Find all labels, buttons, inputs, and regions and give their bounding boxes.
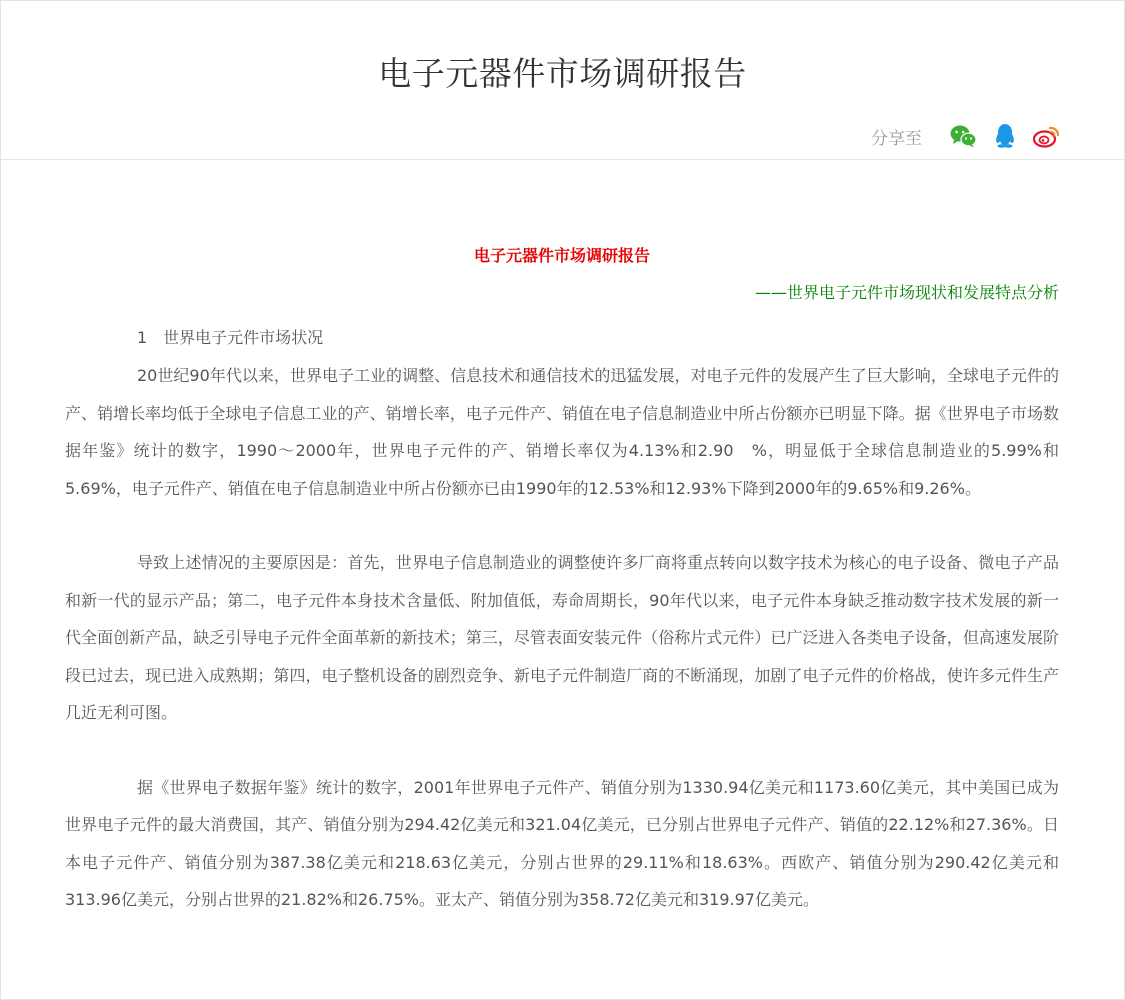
paragraph: 据《世界电子数据年鉴》统计的数字，2001年世界电子元件产、销值分别为1330.94亿美元和1173.60亿美元，其中美国已成为世界电子元件的最大消费国，其产、销值分别为294.42亿美元和321.04亿美元，已分别占世界电子元件产、销值的22.12%和27.36%。日本电子元件产、销值分别为387.38亿美元和218.63亿美元，分别占世界的29.11%和18.63%。西欧产、销值分别为290.42亿美元和313.96亿美元，分别占世界的21.82%和26.75%。亚太产、销值分别为358.72亿美元和319.97亿美元。 xyxy=(65,777,1059,909)
page-title: 电子元器件市场调研报告 xyxy=(378,54,747,93)
page-header xyxy=(1,1,1124,160)
share-label: 分享至 xyxy=(871,128,922,149)
share-bar xyxy=(871,119,1062,153)
article-body xyxy=(65,237,1059,919)
weibo-icon[interactable] xyxy=(1032,121,1062,151)
qq-icon[interactable] xyxy=(990,121,1020,151)
paragraph: 导致上述情况的主要原因是：首先，世界电子信息制造业的调整使许多厂商将重点转向以数字技术为核心的电子设备、微电子产品和新一代的显示产品；第二，电子元件本身技术含量低、附加值低，寿命周期长，90年代以来，电子元件本身缺乏推动数字技术发展的新一代全面创新产品，缺乏引导电子元件全面革新的新技术；第三，尽管表面安装元件（俗称片式元件）已广泛进入各类电子设备，但高速发展阶段已过去，现已进入成熟期；第四，电子整机设备的剧烈竞争、新电子元件制造厂商的不断涌现，加剧了电子元件的价格战，使许多元件生产几近无利可图。 xyxy=(65,553,1059,722)
paragraph: 20世纪90年代以来，世界电子工业的调整、信息技术和通信技术的迅猛发展，对电子元件的发展产生了巨大影响，全球电子元件的产、销增长率均低于全球电子信息工业的产、销增长率，电子元件产、销值在电子信息制造业中所占份额亦已明显下降。据《世界电子市场数据年鉴》统计的数字，1990～2000年，世界电子元件的产、销增长率仅为4.13%和2.90 %，明显低于全球信息制造业的5.99%和5.69%，电子元件产、销值在电子信息制造业中所占份额亦已由1990年的12.53%和12.93%下降到2000年的9.65%和9.26%。 xyxy=(65,366,1059,498)
article-title: 电子元器件市场调研报告 xyxy=(473,246,650,265)
article-subtitle: ——世界电子元件市场现状和发展特点分析 xyxy=(754,283,1059,302)
section-heading: 1 世界电子元件市场状况 xyxy=(137,328,324,347)
wechat-icon[interactable] xyxy=(948,121,978,151)
